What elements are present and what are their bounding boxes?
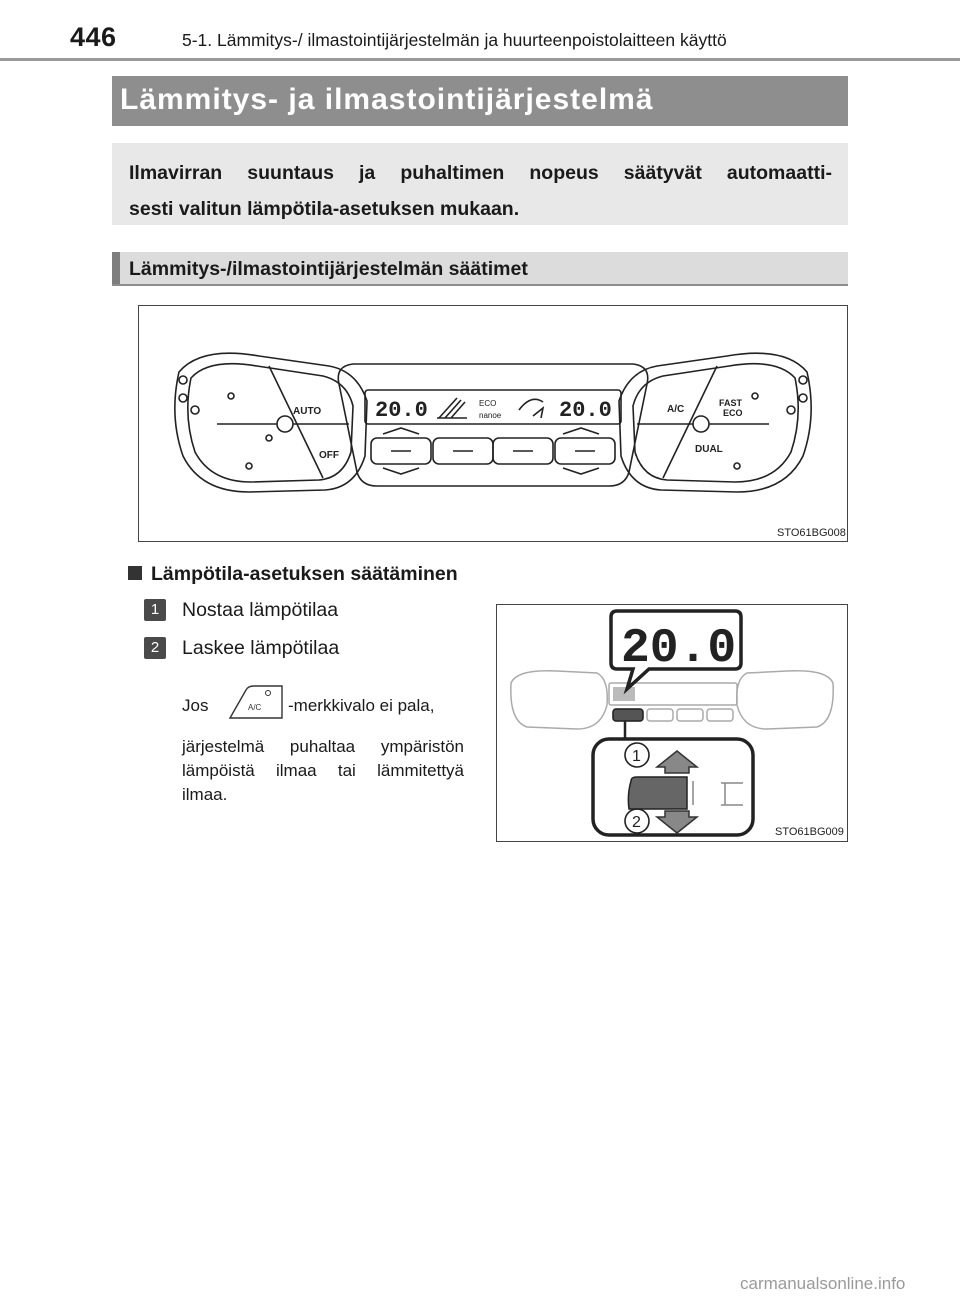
dot-icon	[179, 394, 187, 402]
intro-box	[112, 143, 848, 225]
airflow-icon	[519, 399, 543, 410]
badge-2: 2	[144, 637, 166, 659]
dot-icon	[191, 406, 199, 414]
nanoe-indicator: nanoe	[479, 411, 502, 420]
subsection-stripe	[112, 252, 120, 284]
note-start: Jos	[182, 696, 209, 715]
note-after-icon: -merkkivalo ei pala,	[288, 696, 435, 715]
dot-icon	[799, 394, 807, 402]
eco-indicator: ECO	[479, 399, 497, 408]
ac-button-icon	[226, 684, 286, 720]
auto-button: AUTO	[293, 406, 322, 417]
right-temp-readout: 20.0	[559, 398, 612, 423]
fan-level-icon	[437, 398, 467, 418]
up-arrow-icon	[563, 428, 599, 434]
up-arrow-icon	[657, 751, 697, 773]
dot-icon	[752, 393, 758, 399]
control-panel-illustration	[139, 306, 847, 541]
highlighted-temp-button	[613, 709, 643, 721]
dot-icon	[734, 463, 740, 469]
left-center-knob	[277, 416, 293, 432]
temperature-heading-text: Lämpötila-asetuksen säätäminen	[151, 563, 458, 585]
right-center-knob	[693, 416, 709, 432]
ac-button: A/C	[667, 404, 685, 415]
display-closeup-illustration	[497, 605, 847, 841]
watermark: carmanualsonline.info	[740, 1274, 906, 1293]
dot-icon	[799, 376, 807, 384]
figure-code: STO61BG008	[777, 527, 846, 539]
left-temp-readout: 20.0	[375, 398, 428, 423]
display-frame	[338, 364, 647, 486]
ac-icon-label: A/C	[248, 703, 262, 712]
list-item-raise: Nostaa lämpötilaa	[182, 599, 339, 621]
callout-2-label: 2	[632, 814, 641, 831]
enlarged-temp-readout: 20.0	[621, 622, 737, 676]
dot-icon	[246, 463, 252, 469]
right-vent-outline	[737, 671, 833, 729]
control-panel-figure	[138, 305, 848, 542]
callout-1-label: 1	[632, 748, 641, 765]
square-bullet-icon	[128, 566, 142, 580]
fast-eco-button: ECO	[723, 408, 743, 418]
intro-text	[129, 155, 832, 227]
down-arrow-icon	[657, 811, 697, 833]
left-vent-outline	[511, 671, 607, 729]
down-arrow-icon	[383, 468, 419, 474]
note-rest: järjestelmä puhaltaa ympäristön lämpöistä ilmaa tai lämmitettyä ilmaa.	[182, 737, 464, 804]
header-rule	[0, 58, 960, 61]
down-arrow-icon	[563, 468, 599, 474]
page-number: 446	[70, 22, 117, 52]
fast-button: FAST	[719, 398, 743, 408]
badge-1: 1	[144, 599, 166, 621]
figure-code: STO61BG009	[775, 826, 844, 838]
intro-line-1: Ilmavirran suuntaus ja puhaltimen nopeus säätyvät automaatti-	[129, 162, 832, 184]
dot-icon	[266, 435, 272, 441]
section-title: Lämmitys- ja ilmastointijärjestelmä	[112, 76, 848, 126]
temperature-heading	[128, 563, 458, 586]
display-closeup-figure	[496, 604, 848, 842]
dot-icon	[787, 406, 795, 414]
intro-line-2: sesti valitun lämpötila-asetuksen mukaan.	[129, 198, 520, 220]
temperature-button	[628, 777, 687, 809]
dot-icon	[228, 393, 234, 399]
off-button: OFF	[319, 450, 339, 461]
dot-icon	[179, 376, 187, 384]
list-item-lower: Laskee lämpötilaa	[182, 637, 340, 659]
subsection-header	[112, 252, 848, 286]
subsection-title: Lämmitys-/ilmastointijärjestelmän säätimet	[129, 258, 528, 280]
up-arrow-icon	[383, 428, 419, 434]
chapter-title: 5-1. Lämmitys-/ ilmastointijärjestelmän ja huurteenpoistolaitteen käyttö	[182, 30, 727, 50]
dual-button: DUAL	[695, 444, 723, 455]
